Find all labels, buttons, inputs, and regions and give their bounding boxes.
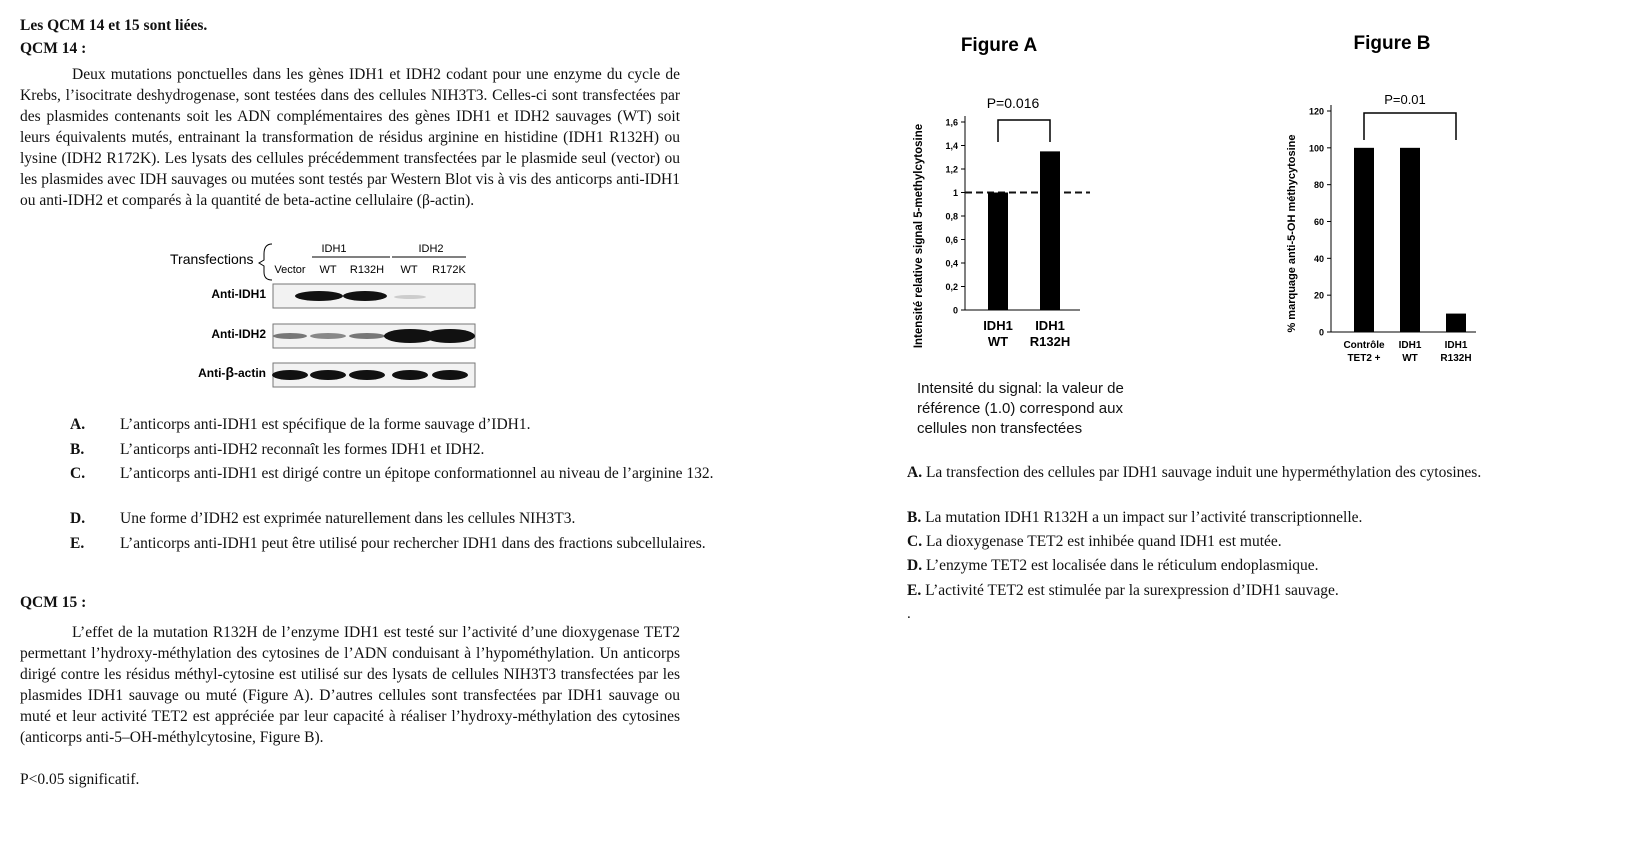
- p-value-annotation: P=0.01: [1384, 92, 1426, 107]
- anti-idh2-label: Anti-IDH2: [211, 327, 266, 341]
- chart-title: Figure B: [1353, 33, 1431, 54]
- figure-a-chart: [905, 28, 1125, 373]
- qcm15-paragraph: L’effet de la mutation R132H de l’enzyme IDH1 est testé sur l’activité d’une dioxygenase TET2 permettant l’hydroxy-méthylation des cytosines de l’ADN conduisant à l’hypométhylation. Un anticorps dirigé contre les résidus méthyl-cytosine est utilisé sur des lysats de cellules NIH3T3 transfectées par les plasmides IDH1 sauvage ou muté (Figure A). D’autres cellules sont transfectées par IDH1 sauvage ou muté et leur activité TET2 est appréciée par leur capacité à réaliser l’hydroxy-méthylation des cytosines (anticorps anti-5–OH-méthylcytosine, Figure B).: [20, 624, 680, 746]
- option-text: L’anticorps anti-IDH1 est dirigé contre un épitope conformationnel au niveau de l’arginine 132.: [120, 465, 714, 482]
- x-category-label: IDH1: [983, 318, 1013, 333]
- band: [273, 333, 307, 339]
- lane-label: WT: [400, 264, 418, 276]
- anti-actin-label: Anti-β-actin: [198, 364, 266, 380]
- bar: [988, 193, 1008, 311]
- option-letter: C.: [70, 465, 86, 482]
- option-text: L’anticorps anti-IDH1 peut être utilisé pour rechercher IDH1 dans des fractions subcellulaires.: [120, 535, 706, 552]
- qcm14-option-e[interactable]: [70, 534, 770, 574]
- western-blot: [160, 236, 500, 396]
- option-text: L’anticorps anti-IDH1 est spécifique de la forme sauvage d’IDH1.: [120, 416, 531, 433]
- option-letter: A.: [907, 464, 923, 481]
- y-axis-label: % marquage anti-5-OH méthycytosine: [1286, 134, 1298, 333]
- significance-note: P<0.05 significatif.: [20, 771, 140, 788]
- band: [295, 291, 343, 301]
- y-tick-label: 0,2: [945, 282, 958, 292]
- qcm15-option-d[interactable]: [907, 556, 1545, 576]
- x-category-label: WT: [987, 334, 1009, 349]
- chart-title: Figure A: [960, 35, 1038, 56]
- band: [432, 370, 468, 380]
- band: [272, 370, 308, 380]
- idh1-group-label: IDH1: [321, 243, 347, 255]
- stray-dot: .: [907, 606, 911, 622]
- band: [310, 370, 346, 380]
- y-tick-label: 120: [1308, 106, 1324, 117]
- figure-b-chart: [1280, 28, 1520, 373]
- qcm15-title: QCM 15 :: [20, 594, 87, 611]
- y-tick-label: 1: [952, 188, 958, 198]
- qcm14-option-c[interactable]: [70, 464, 770, 504]
- significance-bracket: [1364, 113, 1456, 140]
- lane-label: R172K: [432, 264, 466, 276]
- band: [343, 291, 387, 301]
- qcm15-option-b[interactable]: [907, 508, 1545, 528]
- lane-label: R132H: [349, 264, 385, 276]
- y-tick-label: 0: [1318, 327, 1324, 338]
- transfections-label: Transfections: [170, 251, 254, 267]
- transfections-brace: [259, 244, 272, 280]
- option-letter: C.: [907, 533, 923, 550]
- y-tick-label: 100: [1308, 143, 1324, 154]
- option-text: L’enzyme TET2 est localisée dans le réticulum endoplasmique.: [925, 557, 1319, 574]
- y-tick-label: 0,6: [945, 235, 958, 245]
- y-tick-label: 20: [1313, 290, 1324, 301]
- qcm14-title: QCM 14 :: [20, 40, 87, 57]
- y-tick-label: 80: [1313, 180, 1324, 191]
- y-tick-label: 0,8: [945, 211, 958, 222]
- idh2-group-label: IDH2: [418, 243, 444, 255]
- x-category-label: R132H: [1440, 353, 1472, 364]
- x-category-label: R132H: [1029, 334, 1071, 349]
- qcm15-option-a[interactable]: [907, 463, 1545, 483]
- qcm14-paragraph: Deux mutations ponctuelles dans les gènes IDH1 et IDH2 codant pour une enzyme du cycle de Krebs, l’isocitrate deshydrogenase, sont testées dans des cellules NIH3T3. Celles-ci sont transfectées par des plasmides contenants soit les ADN complémentaires des gènes IDH1 et IDH2 sauvages (WT) soit leurs équivalents mutés, entrainant la transformation de résidus arginine en histidine (IDH1 R132H) ou lysine (IDH2 R172K). Les lysats des cellules précédemment transfectées par le plasmide seul (vector) ou les plasmides avec IDH sauvages ou mutées sont testés par Western Blot vis à vis des anticorps anti-IDH1 ou anti-IDH2 et comparés à la quantité de beta-actine cellulaire (β-actin).: [20, 66, 680, 209]
- band: [392, 370, 428, 380]
- option-letter: B.: [907, 509, 922, 526]
- option-text: L’anticorps anti-IDH2 reconnaît les formes IDH1 et IDH2.: [120, 441, 485, 458]
- y-tick-label: 0: [952, 305, 958, 316]
- qcm15-option-c[interactable]: [907, 532, 1545, 552]
- qcm14-option-d[interactable]: [70, 509, 770, 529]
- figure-a: [905, 28, 1125, 373]
- linked-note: Les QCM 14 et 15 sont liées.: [20, 17, 208, 34]
- x-category-label: WT: [1402, 353, 1418, 364]
- qcm15-option-e[interactable]: [907, 581, 1545, 601]
- band: [349, 370, 385, 380]
- band: [394, 295, 426, 299]
- option-letter: D.: [907, 557, 923, 574]
- lane-label: WT: [319, 264, 337, 276]
- option-text: La transfection des cellules par IDH1 sauvage induit une hyperméthylation des cytosines.: [925, 464, 1482, 481]
- y-tick-label: 40: [1313, 253, 1324, 264]
- option-text: L’activité TET2 est stimulée par la surexpression d’IDH1 sauvage.: [925, 582, 1339, 599]
- bar: [1400, 148, 1420, 332]
- band: [310, 333, 346, 339]
- p-value-annotation: P=0.016: [986, 95, 1040, 111]
- anti-idh1-label: Anti-IDH1: [211, 287, 266, 301]
- western-blot-svg: [160, 236, 500, 396]
- y-tick-label: 1,4: [945, 141, 958, 151]
- y-tick-label: 60: [1313, 217, 1324, 227]
- y-axis-label: Intensité relative signal 5-methylcytosine: [913, 123, 925, 349]
- figure-b: [1280, 28, 1520, 373]
- option-letter: E.: [70, 535, 85, 552]
- lane-label: Vector: [274, 264, 306, 276]
- x-category-label: IDH1: [1035, 318, 1065, 333]
- band: [349, 333, 385, 339]
- option-text: Une forme d’IDH2 est exprimée naturellement dans les cellules NIH3T3.: [120, 510, 576, 527]
- x-category-label: IDH1: [1444, 340, 1468, 351]
- option-letter: D.: [70, 510, 86, 527]
- y-tick-label: 0,4: [945, 258, 958, 269]
- option-letter: E.: [907, 582, 922, 599]
- qcm14-option-b[interactable]: [70, 440, 770, 460]
- x-category-label: IDH1: [1398, 340, 1422, 351]
- y-tick-label: 1,6: [945, 117, 958, 128]
- option-text: La dioxygenase TET2 est inhibée quand IDH1 est mutée.: [925, 533, 1282, 550]
- y-tick-label: 1,2: [945, 164, 958, 175]
- bar: [1040, 151, 1060, 310]
- bar: [1354, 148, 1374, 332]
- figure-a-caption: Intensité du signal: la valeur de référence (1.0) correspond aux cellules non transfectées: [917, 380, 1124, 437]
- x-category-label: TET2 +: [1347, 353, 1381, 364]
- bar: [1446, 314, 1466, 332]
- x-category-label: Contrôle: [1343, 340, 1385, 351]
- significance-bracket: [998, 120, 1050, 142]
- option-text: La mutation IDH1 R132H a un impact sur l’activité transcriptionnelle.: [925, 509, 1363, 526]
- option-letter: A.: [70, 416, 86, 433]
- qcm14-option-a[interactable]: [70, 415, 770, 435]
- option-letter: B.: [70, 441, 85, 458]
- band: [425, 329, 475, 343]
